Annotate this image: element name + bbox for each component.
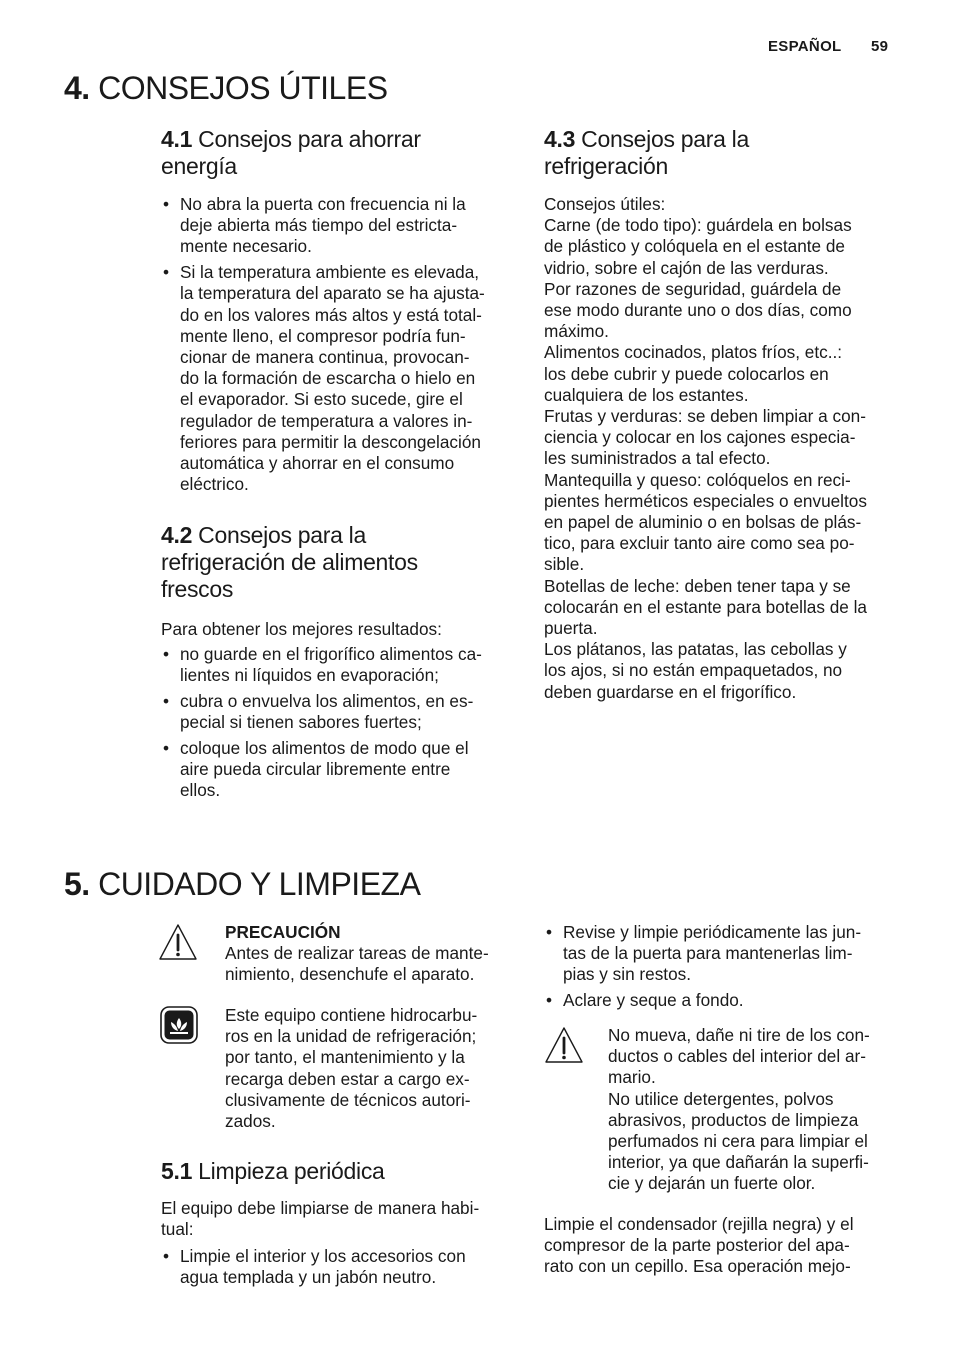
text-line: de plástico y colóquela en el estante de — [544, 236, 845, 257]
text-line: Alimentos cocinados, platos fríos, etc..: — [544, 342, 843, 363]
text-line: Consejos útiles: — [544, 194, 666, 214]
list-item — [544, 922, 914, 986]
list-item — [161, 644, 521, 686]
text-line: sible. — [544, 554, 585, 575]
text-line: El equipo debe limpiarse de manera habi- — [161, 1198, 480, 1218]
text-line: Antes de realizar tareas de mante- — [225, 943, 489, 964]
text-line: tual: — [161, 1219, 194, 1240]
text-line: compresor de la parte posterior del apa- — [544, 1235, 850, 1256]
subsection-5-1-heading — [161, 1158, 385, 1185]
bullet-list-5-right — [544, 922, 914, 1016]
text-line: por tanto, el mantenimiento y la — [225, 1047, 465, 1068]
subsection-title-line: Consejos para la — [198, 522, 366, 548]
text-line: lientes ni líquidos en evaporación; — [180, 665, 439, 686]
text-line: • Aclare y seque a fondo. — [563, 990, 744, 1011]
warning-triangle-icon — [158, 923, 198, 963]
text-line: Este equipo contiene hidrocarbu- — [225, 1005, 478, 1025]
text-line: puerta. — [544, 618, 598, 639]
text-line: mente lleno, el compresor podría fun- — [180, 325, 466, 346]
section-number: 5. — [64, 866, 90, 902]
text-line: • No abra la puerta con frecuencia ni la — [180, 194, 466, 214]
subsection-title-line: refrigeración de alimentos — [161, 549, 418, 575]
list-item — [161, 738, 521, 802]
text-line: ductos o cables del interior del ar- — [608, 1046, 866, 1067]
text-line: • Si la temperatura ambiente es elevada, — [180, 262, 480, 283]
list-item — [161, 691, 521, 733]
text-line: ros en la unidad de refrigeración; — [225, 1026, 477, 1047]
list-item — [161, 262, 521, 495]
text-line: aire pueda circular libremente entre — [180, 759, 451, 780]
text-line: No mueva, dañe ni tire de los con- — [608, 1025, 870, 1045]
text-line: cionar de manera continua, provocan- — [180, 346, 470, 367]
section-4-heading — [64, 70, 388, 106]
text-line: automática y ahorrar en el consumo — [180, 452, 455, 473]
text-line: la temperatura del aparato se ha ajusta- — [180, 283, 485, 304]
text-line: mario. — [608, 1067, 656, 1088]
bullet-list-5-1 — [161, 1246, 521, 1293]
text-line: Frutas y verduras: se deben limpiar a con- — [544, 406, 866, 427]
section-title: CUIDADO Y LIMPIEZA — [98, 866, 421, 902]
text-line: pecial si tienen sabores fuertes; — [180, 712, 422, 733]
text-line: máximo. — [544, 321, 609, 342]
list-item — [544, 990, 914, 1011]
warning-triangle-icon — [544, 1026, 584, 1066]
text-line: Botellas de leche: deben tener tapa y se — [544, 575, 851, 596]
text-line: los ajos, si no están empaquetados, no — [544, 660, 843, 681]
page-number: 59 — [871, 38, 889, 55]
intro-text: Para obtener los mejores resultados: — [161, 619, 442, 639]
subsection-4-2-heading — [161, 522, 511, 603]
subsection-title-line: refrigeración — [544, 153, 668, 179]
text-line: regulador de temperatura a valores in- — [180, 410, 473, 431]
caution-label: PRECAUCIÓN — [225, 922, 341, 942]
environment-note — [225, 1005, 525, 1132]
text-line: recarga deben estar a cargo ex- — [225, 1068, 470, 1089]
list-item — [161, 194, 521, 258]
text-line: en papel de aluminio o en bolsas de plás- — [544, 512, 862, 533]
text-line: pientes herméticos especiales o envueltos — [544, 490, 867, 511]
subsection-4-1-heading — [161, 126, 511, 180]
text-line: pias y sin restos. — [563, 964, 691, 985]
text-line: Limpie el condensador (rejilla negra) y el — [544, 1214, 854, 1234]
text-line: • Revise y limpie periódicamente las jun- — [563, 922, 862, 942]
bullet-list-4-1 — [161, 194, 521, 500]
subsection-title-line: Consejos para la — [581, 126, 749, 152]
subsection-number: 4.1 — [161, 126, 193, 152]
intro-text — [161, 1198, 531, 1240]
section-number: 4. — [64, 70, 90, 106]
text-line: ciencia y colocar en los cajones especia- — [544, 427, 856, 448]
text-line: mente necesario. — [180, 236, 312, 257]
text-line: deje abierta más tiempo del estricta- — [180, 215, 458, 236]
subsection-title-line: energía — [161, 153, 237, 179]
text-line: • coloque los alimentos de modo que el — [180, 737, 469, 758]
warning-note — [608, 1025, 908, 1195]
subsection-4-3-heading — [544, 126, 904, 180]
text-line: eléctrico. — [180, 474, 249, 495]
text-line: Mantequilla y queso: colóquelos en reci- — [544, 469, 851, 490]
subsection-title: Limpieza periódica — [198, 1158, 385, 1184]
text-line: Los plátanos, las patatas, las cebollas y — [544, 639, 847, 660]
environment-icon — [160, 1006, 198, 1044]
text-line: feriores para permitir la descongelación — [180, 431, 481, 452]
condenser-cleaning-text — [544, 1214, 914, 1278]
bullet-list-4-2 — [161, 644, 521, 806]
text-line: interior, ya que dañarán la superfi- — [608, 1152, 869, 1173]
text-line: zados. — [225, 1111, 276, 1132]
text-line: perfumados ni cera para limpiar el — [608, 1131, 868, 1152]
text-line: ese modo durante uno o dos días, como — [544, 300, 852, 321]
text-line: el evaporador. Si esto sucede, gire el — [180, 389, 463, 410]
text-line: clusivamente de técnicos autori- — [225, 1089, 471, 1110]
text-line: los debe cubrir y puede colocarlos en — [544, 363, 829, 384]
list-item — [161, 1246, 521, 1288]
subsection-title-line: Consejos para ahorrar — [198, 126, 421, 152]
section-title: CONSEJOS ÚTILES — [98, 70, 388, 106]
text-line: Por razones de seguridad, guárdela de — [544, 278, 842, 299]
subsection-number: 5.1 — [161, 1158, 193, 1184]
text-line: ellos. — [180, 780, 221, 801]
text-line: tas de la puerta para mantenerlas lim- — [563, 943, 853, 964]
section-5-heading — [64, 866, 420, 902]
text-line: do en los valores más altos y está total- — [180, 304, 482, 325]
refrigeration-tips-text — [544, 194, 914, 703]
text-line: cie y dejarán un fuerte olor. — [608, 1173, 816, 1194]
text-line: nimiento, desenchufe el aparato. — [225, 964, 475, 985]
text-line: Carne (de todo tipo): guárdela en bolsas — [544, 215, 852, 236]
text-line: rato con un cepillo. Esa operación mejo- — [544, 1256, 851, 1277]
text-line: cualquiera de los estantes. — [544, 384, 749, 405]
text-line: • Limpie el interior y los accesorios con — [180, 1246, 466, 1266]
text-line: tico, para excluir tanto aire como sea po- — [544, 533, 855, 554]
text-line: vidrio, sobre el cajón de las verduras. — [544, 257, 829, 278]
text-line: colocarán en el estante para botellas de la — [544, 596, 867, 617]
subsection-title-line: frescos — [161, 576, 234, 602]
text-line: agua templada y un jabón neutro. — [180, 1267, 437, 1288]
text-line: No utilice detergentes, polvos — [608, 1088, 834, 1109]
text-line: • no guarde en el frigorífico alimentos ca- — [180, 644, 482, 664]
caution-note — [225, 922, 525, 986]
language-label: ESPAÑOL — [768, 38, 842, 55]
text-line: • cubra o envuelva los alimentos, en es- — [180, 690, 474, 711]
text-line: abrasivos, productos de limpieza — [608, 1109, 859, 1130]
text-line: les suministrados a tal efecto. — [544, 448, 771, 469]
subsection-number: 4.2 — [161, 522, 193, 548]
subsection-number: 4.3 — [544, 126, 576, 152]
text-line: deben guardarse en el frigorífico. — [544, 681, 797, 702]
text-line: do la formación de escarcha o hielo en — [180, 368, 476, 389]
